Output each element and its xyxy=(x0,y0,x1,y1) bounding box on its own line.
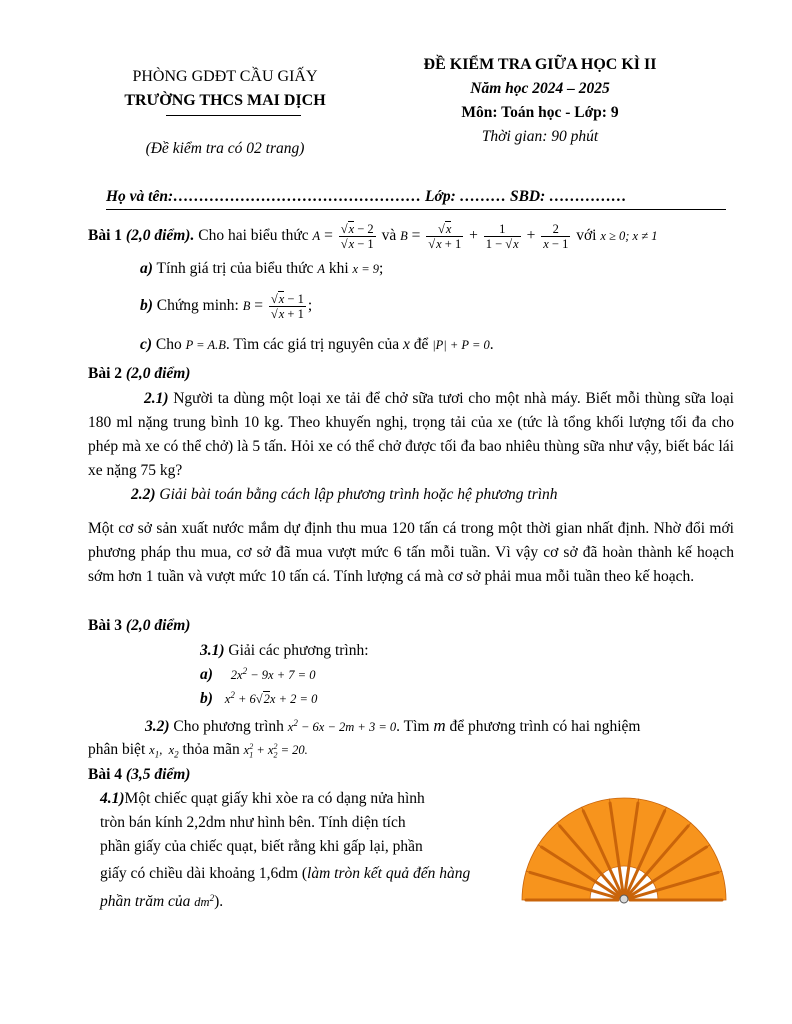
bai1-c-text3: để xyxy=(413,336,429,353)
bai1-b-label: b) xyxy=(140,297,153,314)
bai4-1-end: ). xyxy=(214,893,224,911)
bai2-2-heading xyxy=(131,486,558,504)
bai3-2-line2-text1: phân biệt xyxy=(88,741,146,758)
expr-B: B = $\frac{√x}{√x + 1}$ + $\frac{1}{1 - √x}$ + $\frac{2}{x - 1}$ xyxy=(400,221,569,251)
bai2-2-label: 2.2) xyxy=(131,486,156,503)
bai1-b xyxy=(140,284,312,328)
bai1-c-var: x xyxy=(402,336,410,353)
bai2-heading xyxy=(88,365,190,383)
bai2-title: Bài 2 xyxy=(88,365,123,382)
bai1-c-cond: |P| + P = 0 xyxy=(432,338,490,352)
bai3-eq-b-label: b) xyxy=(200,690,213,708)
bai3-2-label: 3.2) xyxy=(145,718,170,735)
fan-pivot xyxy=(620,895,628,903)
bai3-points: (2,0 điểm) xyxy=(125,617,191,634)
bai3-title: Bài 3 xyxy=(88,617,123,634)
duration: Thời gian: 90 phút xyxy=(481,128,599,145)
bai1-points: (2,0 điểm). xyxy=(125,227,195,244)
bai4-1-text4: giấy có chiều dài khoảng 1,6dm ( xyxy=(100,865,308,882)
fan-group xyxy=(522,798,726,903)
bai3-2-text1: Cho phương trình xyxy=(173,718,284,735)
bai1-a-label: a) xyxy=(140,260,153,277)
header-pages-note: (Đề kiểm tra có 02 trang) xyxy=(145,140,305,157)
bai1-c-label: c) xyxy=(140,336,153,353)
student-info-line: Họ và tên:………………………………………… Lớp: ……… SBD: …………… xyxy=(106,188,627,205)
bai4-1-line2: tròn bán kính 2,2dm như hình bên. Tính diện tích xyxy=(100,814,406,831)
bai3-1-text: Giải các phương trình: xyxy=(228,642,369,659)
bai4-1-unit: dm xyxy=(194,895,210,910)
bai1-c xyxy=(140,336,494,354)
bai3-2-roots: $x_1$, $x_2$ xyxy=(149,743,179,760)
header-school-underline xyxy=(166,115,301,116)
bai4-1-text1: Một chiếc quạt giấy khi xòe ra có dạng nửa hình xyxy=(124,790,425,807)
bai3-eq-a-expr: $2x^2 - 9x + 7 = 0$ xyxy=(230,666,316,683)
bai1-a-var: A xyxy=(317,262,325,276)
bai3-eq-a-label: a) xyxy=(200,666,213,684)
bai4-1-line1 xyxy=(100,790,425,808)
bai1-intro: Cho hai biểu thức xyxy=(198,227,309,244)
bai1-b-text: Chứng minh: xyxy=(156,297,239,314)
bai1-c-text1: Cho xyxy=(155,336,182,353)
bai4-1-italic: làm tròn kết quả đến hàng phần trăm của xyxy=(100,865,471,911)
expr-B-proof: B = $\frac{√x - 1}{√x + 1}$ ; xyxy=(242,291,313,321)
bai4-heading xyxy=(88,766,190,784)
bai3-eq-a xyxy=(200,666,315,684)
header-department: PHÒNG GDĐT CẦU GIẤY xyxy=(132,68,318,85)
expr-A: A = $\frac{√x - 2}{√x - 1}$ xyxy=(312,221,374,251)
bai1-title: Bài 1 xyxy=(88,227,123,244)
bai3-1-label: 3.1) xyxy=(200,642,225,659)
bai3-2-equation: $x^2 - 6x - 2m + 3 = 0$ xyxy=(287,717,397,734)
bai2-1-label: 2.1) xyxy=(144,390,169,407)
bai1-a-value: x = 9 xyxy=(352,262,379,276)
bai3-eq-b xyxy=(200,690,317,708)
bai4-title: Bài 4 xyxy=(88,766,123,783)
bai4-1-line3: phần giấy của chiếc quạt, biết rằng khi gấp lại, phần xyxy=(100,838,423,855)
bai2-points: (2,0 điểm) xyxy=(125,365,191,382)
bai3-heading xyxy=(88,617,190,635)
bai4-1-line4 xyxy=(100,862,480,914)
paper-fan-figure xyxy=(520,782,730,904)
bai1-condition: x ≥ 0; x ≠ 1 xyxy=(600,229,658,243)
bai1-with: với xyxy=(576,227,597,244)
school-year: Năm học 2024 – 2025 xyxy=(470,80,610,97)
bai3-2-text2: . Tìm xyxy=(396,718,430,735)
bai3-2-var: m xyxy=(433,716,446,735)
bai4-1-label: 4.1) xyxy=(100,790,125,807)
bai3-2-line2 xyxy=(88,741,308,760)
bai3-1 xyxy=(200,642,369,660)
bai3-2 xyxy=(145,716,640,736)
subject: Môn: Toán học - Lớp: 9 xyxy=(461,104,619,121)
header-school: TRƯỜNG THCS MAI DỊCH xyxy=(124,92,326,109)
bai3-2-line2-text2: thỏa mãn xyxy=(182,741,240,758)
exam-title: ĐỀ KIỂM TRA GIỮA HỌC KÌ II xyxy=(423,56,657,73)
bai2-2-paragraph: Một cơ sở sản xuất nước mắm dự định thu mua 120 tấn cá trong một thời gian nhất định. Nhờ đổi mới phương pháp thu mua, cơ sở đã mua vượt mức 6 tấn mỗi tuần. Vì vậy cơ sở đã hoàn thành kế hoạch sớm hơn 1 tuần và vượt mức 10 tấn cá. Tính lượng cá mà cơ sở phải mua mỗi tuần theo kế hoạch. xyxy=(88,520,734,585)
bai3-2-condition: $x_1^2 + x_2^2 = 20$. xyxy=(243,741,308,760)
bai4-1-unit-wrap: $dm^2$ xyxy=(194,893,215,910)
bai3-2-text3: để phương trình có hai nghiệm xyxy=(449,718,641,735)
bai1-c-end: . xyxy=(489,336,494,353)
bai1-a-end: ; xyxy=(379,260,384,277)
bai1-line xyxy=(88,216,657,256)
bai4-points: (3,5 điểm) xyxy=(125,766,191,783)
bai2-1-text: Người ta dùng một loại xe tải để chở sữa tươi cho một nhà máy. Biết mỗi thùng sữa loại 180 ml nặng trung bình 10 kg. Theo khuyến nghị, trọng tải của xe (tức là tổng khối lượng tối đa cho phép mà xe có thể chở) là 5 tấn. Hỏi xe có thể chở được tối đa bao nhiêu thùng sữa như vậy, biết bác lái xe nặng 75 kg? xyxy=(88,390,734,479)
bai2-1-paragraph xyxy=(88,387,734,483)
bai3-eq-b-expr: $x^2 + 6√2x + 2 = 0$ xyxy=(224,690,318,707)
header-divider xyxy=(106,209,726,210)
bai1-a-when: khi xyxy=(328,260,349,277)
bai2-2-heading-text: Giải bài toán bằng cách lập phương trình hoặc hệ phương trình xyxy=(159,486,558,503)
bai1-a-text: Tính giá trị của biểu thức xyxy=(156,260,314,277)
bai1-and: và xyxy=(381,227,397,244)
bai1-c-expr: P = A.B xyxy=(185,338,226,352)
bai1-a xyxy=(140,260,383,278)
bai1-c-text2: . Tìm các giá trị nguyên của xyxy=(225,336,400,353)
